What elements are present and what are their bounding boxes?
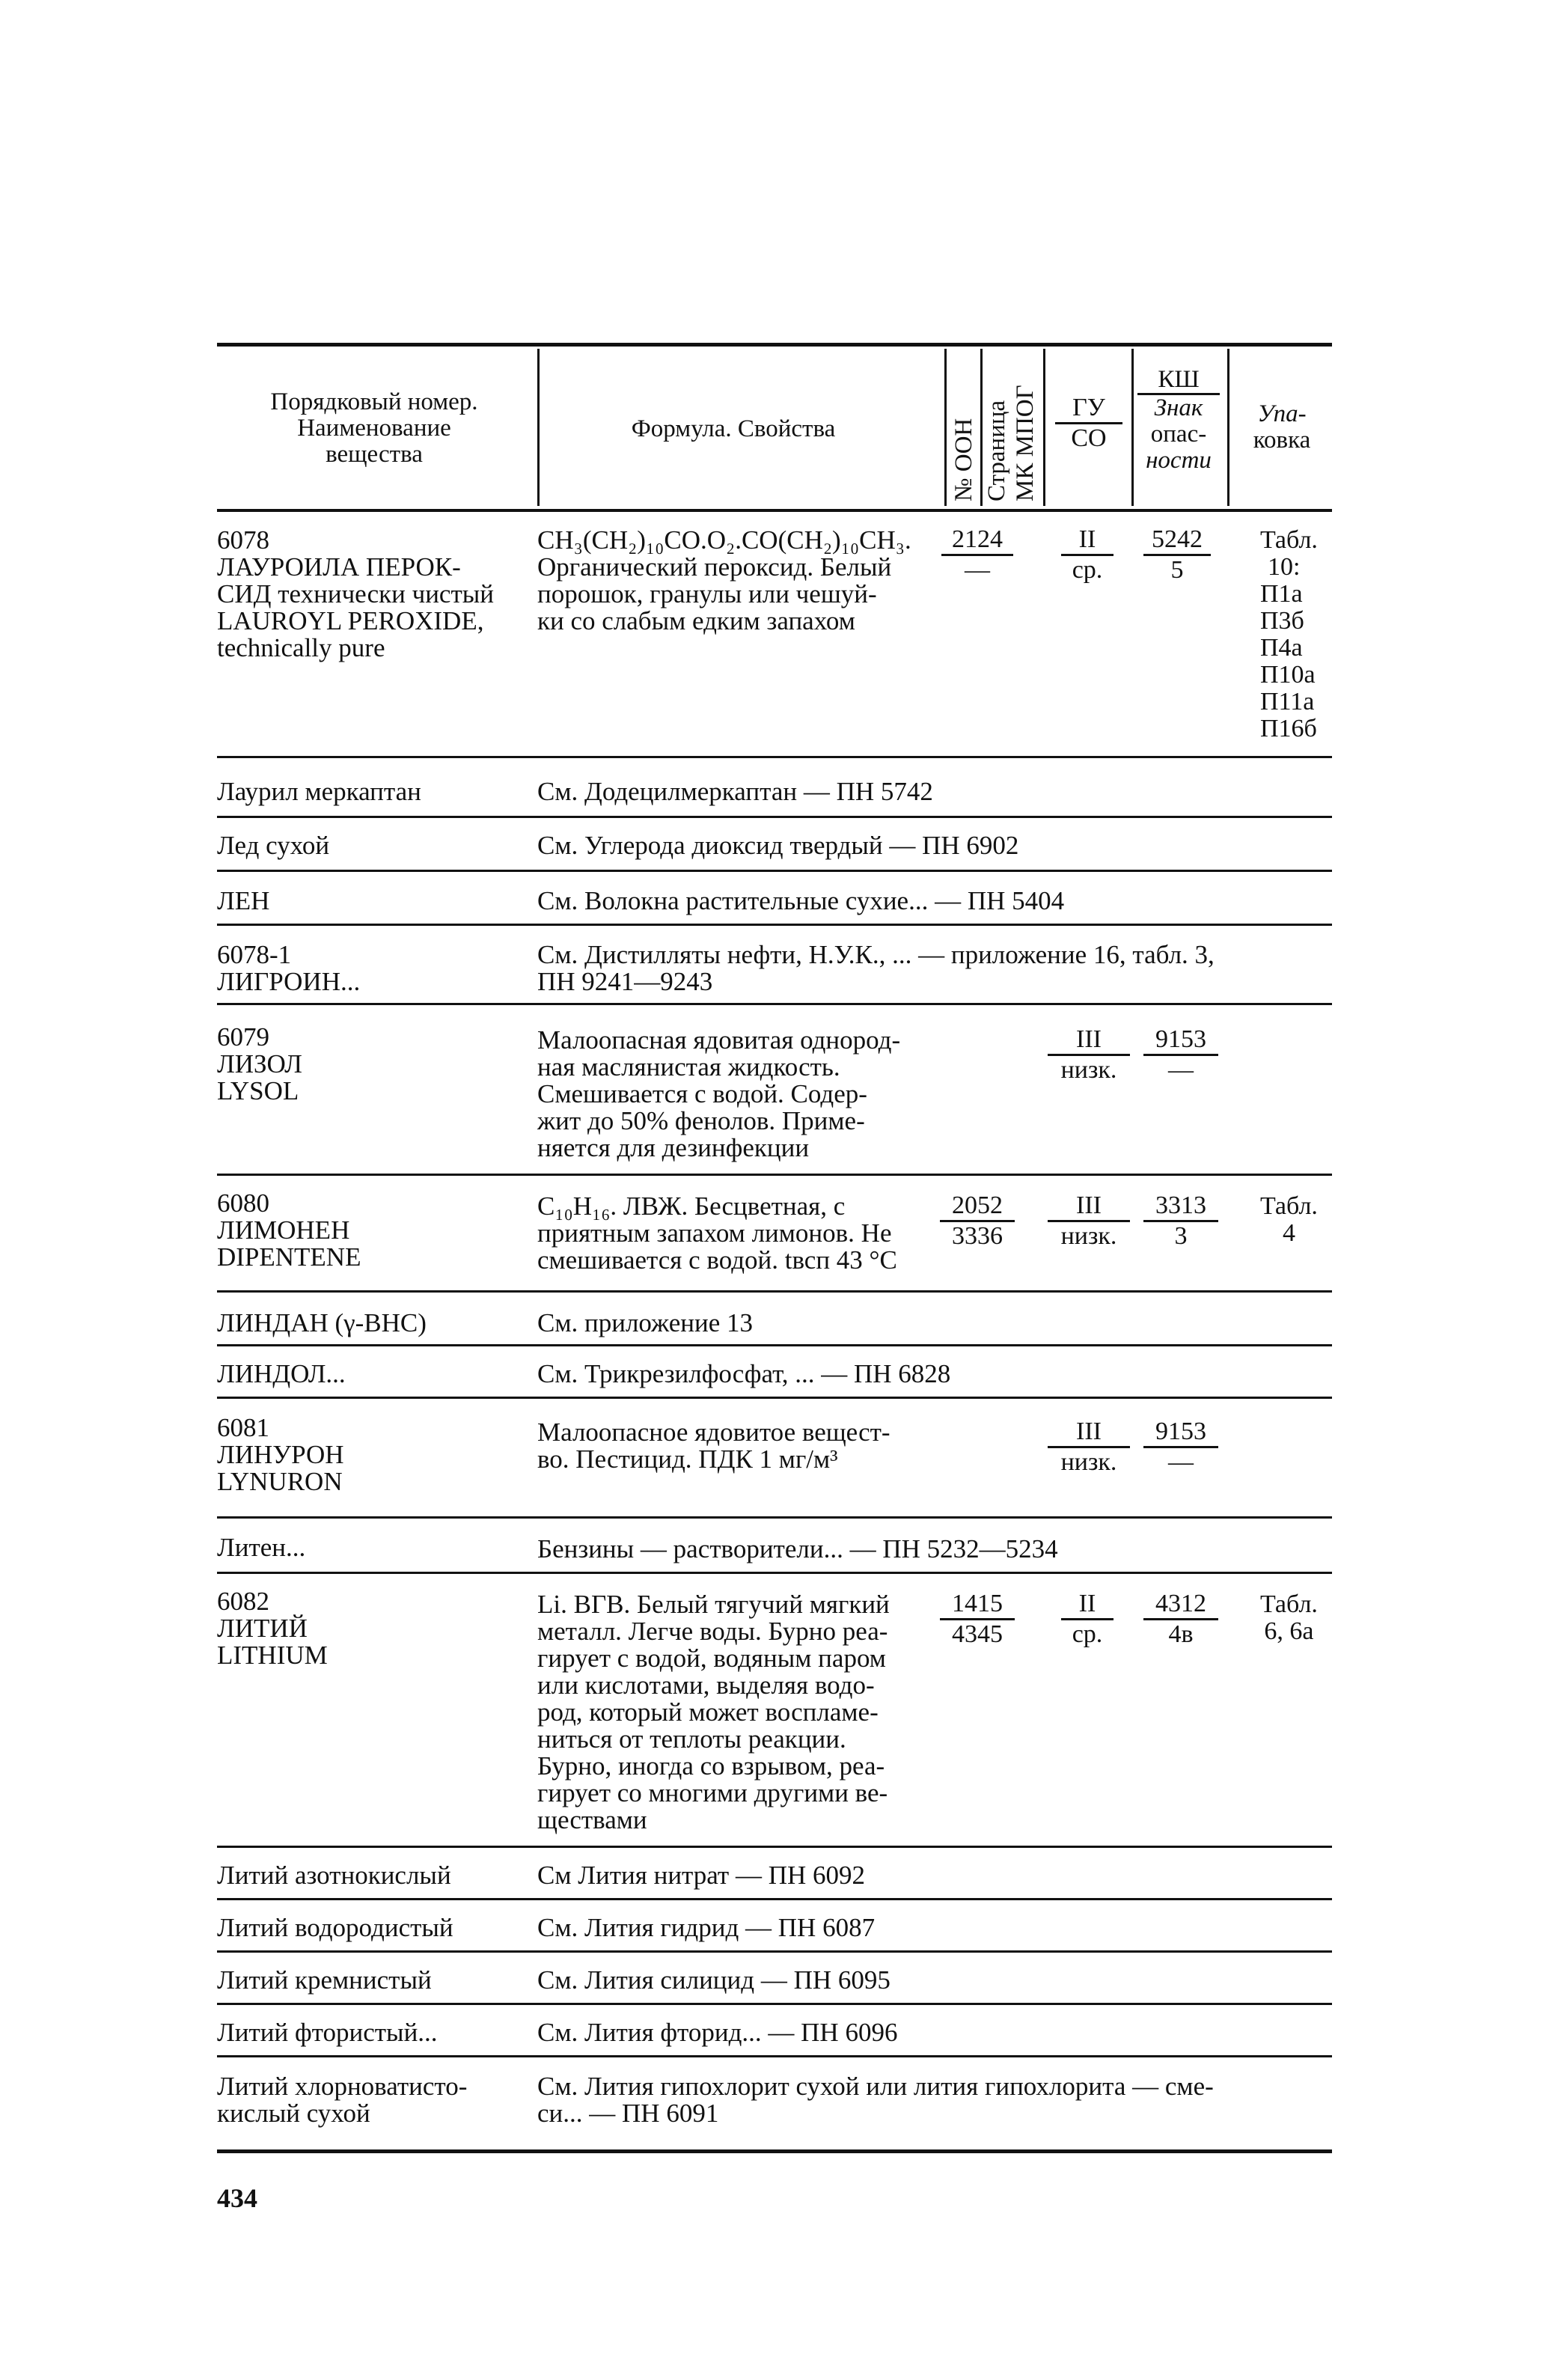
entry-6082-prop-7: Бурно, иногда со взрывом, реа- <box>537 1751 885 1781</box>
pack-line: П1а <box>1260 580 1303 608</box>
header-co: СО <box>1071 424 1107 452</box>
header-divider <box>1131 349 1134 506</box>
ref-name: Литий азотнокислый <box>217 1861 451 1890</box>
entry-6078-sign-value: 5 <box>1170 556 1184 584</box>
header-bottom-rule <box>217 509 1332 512</box>
entry-6079-gu <box>1048 1027 1130 1083</box>
entry-6082-prop-3: гирует с водой, водяным паром <box>537 1644 886 1673</box>
pack-line: 10: <box>1268 553 1301 581</box>
row-rule <box>217 1290 1332 1293</box>
row-rule <box>217 1344 1332 1346</box>
entry-6079-prop-5: няется для дезинфекции <box>537 1133 810 1162</box>
ref-name: ЛИНДАН (γ-ВНС) <box>217 1308 427 1337</box>
entry-6082-prop-4: или кислотами, выделяя водо- <box>537 1670 875 1700</box>
ref-name: Литий кремнистый <box>217 1965 432 1995</box>
pack-line: 6, 6а <box>1264 1617 1314 1645</box>
header-col-name-line1: Порядковый номер. <box>270 388 478 415</box>
entry-6080-prop-1: C₁₀H₁₆. ЛВЖ. Бесцветная, с <box>537 1191 846 1221</box>
entry-6081-gu <box>1048 1419 1130 1475</box>
entry-6078-number: 6078 <box>217 525 269 555</box>
entry-6081-gu-value: III <box>1048 1419 1130 1448</box>
row-rule <box>217 1572 1332 1574</box>
header-col-un: № ООН <box>950 418 977 501</box>
ref-name: Литий фтористый... <box>217 2018 438 2047</box>
ref-name: ЛИНДОЛ... <box>217 1359 346 1388</box>
header-col-name <box>224 389 524 468</box>
entry-6082-co-value: ср. <box>1072 1620 1103 1648</box>
pack-line: Табл. <box>1260 526 1318 554</box>
entry-6082-gu-value: II <box>1061 1591 1113 1620</box>
entry-6082-pack <box>1260 1591 1318 1645</box>
ref-text: См. Волокна растительные сухие... — ПН 5404 <box>537 886 1065 915</box>
ref-text: См. Трикрезилфосфат, ... — ПН 6828 <box>537 1359 951 1388</box>
entry-6079-prop-4: жит до 50% фенолов. Приме- <box>537 1106 865 1135</box>
entry-6082-prop-9: ществами <box>537 1805 647 1834</box>
entry-6078-un <box>941 527 1013 583</box>
entry-6080-prop-3: смешивается с водой. tвсп 43 °С <box>537 1245 897 1275</box>
entry-6082-prop-1: Li. ВГВ. Белый тягучий мягкий <box>537 1590 890 1619</box>
ref-text: См. Лития фторид... — ПН 6096 <box>537 2018 898 2047</box>
entry-6078-prop-3: порошок, гранулы или чешуй- <box>537 579 877 608</box>
entry-6080-sign-value: 3 <box>1174 1222 1188 1250</box>
entry-6082-ksh-value: 4312 <box>1143 1591 1218 1620</box>
pack-line: П3б <box>1260 607 1304 635</box>
entry-6080-gu-value: III <box>1048 1193 1130 1222</box>
entry-6080-prop-2: приятным запахом лимонов. Не <box>537 1218 892 1248</box>
entry-6078-name-4: technically pure <box>217 633 385 662</box>
header-pack-2: ковка <box>1253 427 1311 454</box>
entry-6082-gu <box>1061 1591 1113 1647</box>
header-ksh: КШ <box>1137 367 1220 395</box>
header-divider <box>537 349 540 506</box>
entry-6081-sign-value: — <box>1168 1448 1194 1476</box>
entry-6078-prop-4: ки со слабым едким запахом <box>537 606 855 635</box>
row-rule <box>217 2055 1332 2057</box>
row-rule <box>217 2003 1332 2005</box>
header-pack-1: Упа- <box>1257 400 1307 427</box>
entry-6079-sign-value: — <box>1168 1056 1194 1084</box>
header-sign-1: Знак <box>1154 394 1203 421</box>
entry-6080-ksh <box>1143 1193 1218 1249</box>
header-col-page-1: Страница <box>983 400 1010 501</box>
entry-6078-prop-2: Органический пероксид. Белый <box>537 552 892 582</box>
entry-6082-ksh <box>1143 1591 1218 1647</box>
table-bottom-rule <box>217 2149 1332 2153</box>
entry-6082-name-1: ЛИТИЙ <box>217 1614 308 1643</box>
entry-6079-number: 6079 <box>217 1022 269 1052</box>
entry-6082-prop-6: ниться от теплоты реакции. <box>537 1724 846 1754</box>
row-rule <box>217 1516 1332 1519</box>
entry-6081-ksh-value: 9153 <box>1143 1419 1218 1448</box>
ref-name: Лаурил меркаптан <box>217 777 421 806</box>
entry-6078-name-3: LAUROYL PEROXIDE, <box>217 606 484 635</box>
header-col-pack <box>1233 401 1331 454</box>
entry-6078-1-text-2: ПН 9241—9243 <box>537 967 713 996</box>
header-col-ksh <box>1137 367 1220 474</box>
entry-6080-number: 6080 <box>217 1189 269 1218</box>
ref-text: См Лития нитрат — ПН 6092 <box>537 1861 865 1890</box>
entry-6079-prop-3: Смешивается с водой. Содер- <box>537 1079 867 1108</box>
entry-6082-prop-2: металл. Легче воды. Бурно реа- <box>537 1617 888 1646</box>
entry-6082-name-2: LITHIUM <box>217 1641 328 1670</box>
ref-name: Литен... <box>217 1533 306 1562</box>
entry-6079-gu-value: III <box>1048 1027 1130 1056</box>
row-rule <box>217 816 1332 818</box>
entry-6081-prop-1: Малоопасное ядовитое вещест- <box>537 1418 890 1447</box>
entry-6082-number: 6082 <box>217 1587 269 1616</box>
ref-text: См. Додецилмеркаптан — ПН 5742 <box>537 777 933 806</box>
entry-6078-un-number: 2124 <box>941 527 1013 556</box>
last-name-1: Литий хлорноватисто- <box>217 2072 468 2101</box>
entry-6079-ksh <box>1143 1027 1218 1083</box>
ref-name: Лед сухой <box>217 831 330 860</box>
entry-6079-name-2: LYSOL <box>217 1076 299 1105</box>
entry-6082-un <box>940 1591 1015 1647</box>
row-rule <box>217 1003 1332 1005</box>
pack-line: Табл. <box>1260 1192 1318 1220</box>
ref-text: См. Углерода диоксид твердый — ПН 6902 <box>537 831 1019 860</box>
entry-6081-name-2: LYNURON <box>217 1467 343 1496</box>
row-rule <box>217 1950 1332 1953</box>
header-col-formula: Формула. Свойства <box>631 415 836 442</box>
row-rule <box>217 1174 1332 1176</box>
entry-6079-ksh-value: 9153 <box>1143 1027 1218 1056</box>
entry-6080-name-2: DIPENTENE <box>217 1242 361 1272</box>
ref-text: См. приложение 13 <box>537 1308 754 1337</box>
row-rule <box>217 1397 1332 1399</box>
ref-name: ЛЕН <box>217 886 270 915</box>
entry-6081-co-value: низк. <box>1060 1448 1117 1476</box>
entry-6081-number: 6081 <box>217 1413 269 1442</box>
entry-6082-sign-value: 4в <box>1168 1620 1194 1648</box>
pack-line: П4а <box>1260 634 1303 662</box>
entry-6080-un <box>940 1193 1015 1249</box>
header-gu: ГУ <box>1055 395 1122 424</box>
header-divider <box>1227 349 1229 506</box>
header-col-page-2: МК МПОГ <box>1012 385 1039 501</box>
header-divider <box>1043 349 1045 506</box>
last-text-1: См. Лития гипохлорит сухой или лития гипохлорита — сме- <box>537 2072 1214 2101</box>
ref-text: См. Лития гидрид — ПН 6087 <box>537 1913 876 1942</box>
entry-6078-gu-value: II <box>1061 527 1113 556</box>
last-text-2: си... — ПН 6091 <box>537 2099 719 2128</box>
last-name-2: кислый сухой <box>217 2099 370 2128</box>
header-col-gu-co <box>1055 395 1122 451</box>
entry-6080-name-1: ЛИМОНЕН <box>217 1215 350 1245</box>
entry-6080-un-number: 2052 <box>940 1193 1015 1222</box>
entry-6082-un-number: 1415 <box>940 1591 1015 1620</box>
entry-6078-name-2: СИД технически чистый <box>217 579 495 608</box>
entry-6082-prop-8: гирует со многими другими ве- <box>537 1778 888 1807</box>
pack-line: Табл. <box>1260 1590 1318 1618</box>
entry-6081-ksh <box>1143 1419 1218 1475</box>
row-rule <box>217 756 1332 758</box>
entry-6080-pack <box>1260 1193 1318 1247</box>
header-divider <box>980 349 983 506</box>
entry-6079-prop-1: Малоопасная ядовитая однород- <box>537 1025 901 1055</box>
entry-6082-prop-5: род, который может воспламе- <box>537 1697 879 1727</box>
entry-6079-co-value: низк. <box>1060 1056 1117 1084</box>
ref-name: Литий водородистый <box>217 1913 453 1942</box>
entry-6078-ksh-value: 5242 <box>1143 527 1211 556</box>
header-sign-2: опас- <box>1150 421 1207 448</box>
header-divider <box>944 349 947 506</box>
entry-6080-un-page: 3336 <box>952 1222 1003 1250</box>
pack-line: 4 <box>1282 1219 1295 1247</box>
entry-6081-name-1: ЛИНУРОН <box>217 1440 344 1469</box>
row-rule <box>217 924 1332 926</box>
entry-6078-1-text-1: См. Дистилляты нефти, Н.У.К., ... — приложение 16, табл. 3, <box>537 940 1215 969</box>
entry-6079-name-1: ЛИЗОЛ <box>217 1049 302 1078</box>
entry-6078-co-value: ср. <box>1072 556 1103 584</box>
header-sign-3: ности <box>1146 447 1212 474</box>
ref-text: Бензины — растворители... — ПН 5232—5234 <box>537 1534 1058 1563</box>
pack-line: П10а <box>1260 661 1316 689</box>
entry-6078-name-1: ЛАУРОИЛА ПЕРОК- <box>217 552 461 582</box>
entry-6078-ksh <box>1143 527 1211 583</box>
header-col-name-line2: Наименование <box>297 415 451 442</box>
pack-line: П11а <box>1260 688 1315 715</box>
entry-6078-1-name: ЛИГРОИН... <box>217 967 361 996</box>
pack-line: П16б <box>1260 715 1317 742</box>
ref-text: См. Лития силицид — ПН 6095 <box>537 1965 890 1995</box>
entry-6081-prop-2: во. Пестицид. ПДК 1 мг/м³ <box>537 1444 838 1474</box>
row-rule <box>217 1898 1332 1900</box>
entry-6080-gu <box>1048 1193 1130 1249</box>
row-rule <box>217 870 1332 872</box>
row-rule <box>217 1846 1332 1848</box>
entry-6080-co-value: низк. <box>1060 1222 1117 1250</box>
entry-6078-gu <box>1061 527 1113 583</box>
entry-6082-un-page: 4345 <box>952 1620 1003 1648</box>
entry-6078-pack <box>1260 527 1318 742</box>
entry-6080-ksh-value: 3313 <box>1143 1193 1218 1222</box>
page-number: 434 <box>217 2183 257 2213</box>
header-col-name-line3: вещества <box>326 441 423 468</box>
entry-6079-prop-2: ная маслянистая жидкость. <box>537 1052 840 1081</box>
entry-6078-prop-1: CH₃(CH₂)₁₀CO.O₂.CO(CH₂)₁₀CH₃. <box>537 525 911 555</box>
header-top-rule <box>217 343 1332 347</box>
entry-6078-un-page: — <box>965 556 990 584</box>
entry-6078-1-number: 6078-1 <box>217 940 292 969</box>
